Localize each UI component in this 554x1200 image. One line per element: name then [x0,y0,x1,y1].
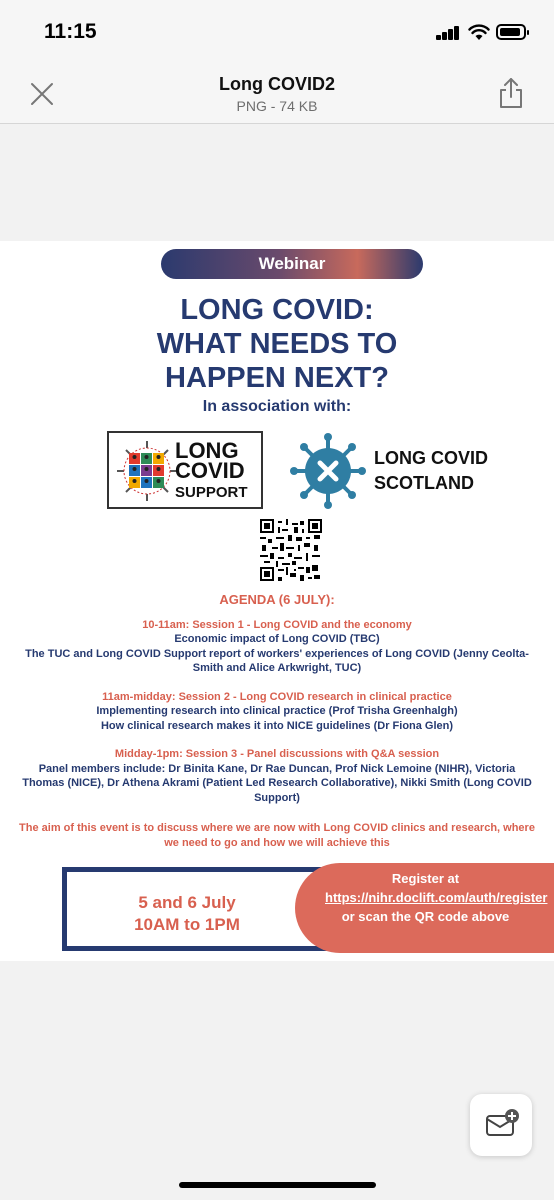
association-label: In association with: [202,398,352,415]
agenda-section [0,593,554,819]
register-info: Register at https://nihr.doclift.com/auth/register or scan the QR code above [295,863,554,953]
battery-icon [496,24,526,40]
status-bar [0,0,554,64]
agenda-title: AGENDA (6 JULY): [219,592,335,607]
share-icon[interactable] [496,76,526,110]
mail-add-icon [470,1094,532,1156]
file-info: PNG - 74 KB [236,98,318,114]
long-covid-scotland-logo: LONG COVID SCOTLAND [374,448,489,493]
qr-code [260,519,322,581]
home-indicator[interactable] [179,1182,376,1188]
event-dates: 5 and 6 July [138,893,236,912]
file-preview-header [0,64,554,124]
wifi-icon [468,23,490,41]
agenda-session-3: Midday-1pm: Session 3 - Panel discussions with Q&A session Panel members include: Dr Binita Kane, Dr Rae Duncan, Prof Nick Lemoine (NIHR), Victoria Thomas (NICE), Dr Athena Akrami (Patient Led Research Collaborative), Nikki Smith (Long COVID Support) [22,748,532,804]
virus-icon [290,433,366,509]
webinar-badge: Webinar [161,249,423,279]
status-time: 11:15 [44,20,97,43]
agenda-session-1: 10-11am: Session 1 - Long COVID and the economy Economic impact of Long COVID (TBC) The TUC and Long COVID Support report of workers' experiences of Long COVID (Jenny Ceolta-Smith and Alice Arkwright, TUC) [25,618,529,674]
virus-people-icon [115,439,179,503]
agenda-session-2: 11am-midday: Session 2 - Long COVID research in clinical practice Implementing research into clinical practice (Prof Trisha Greenhalgh) How clinical research makes it into NICE guidelines (Dr Fiona Glen) [96,690,458,732]
register-link[interactable]: https://nihr.doclift.com/auth/register [325,890,548,905]
markup-button[interactable] [470,1094,532,1156]
poster-headline: LONG COVID: WHAT NEEDS TO HAPPEN NEXT? [156,294,398,394]
webinar-poster-image[interactable] [0,241,554,961]
event-times: 10AM to 1PM [134,915,240,934]
event-aim: The aim of this event is to discuss where we are now with Long COVID clinics and research, where we need to go and how we will achieve this [19,822,535,849]
long-covid-support-logo: LONG COVID SUPPORT [107,431,263,509]
file-title: Long COVID2 [219,74,335,94]
cellular-signal-icon [436,26,462,40]
